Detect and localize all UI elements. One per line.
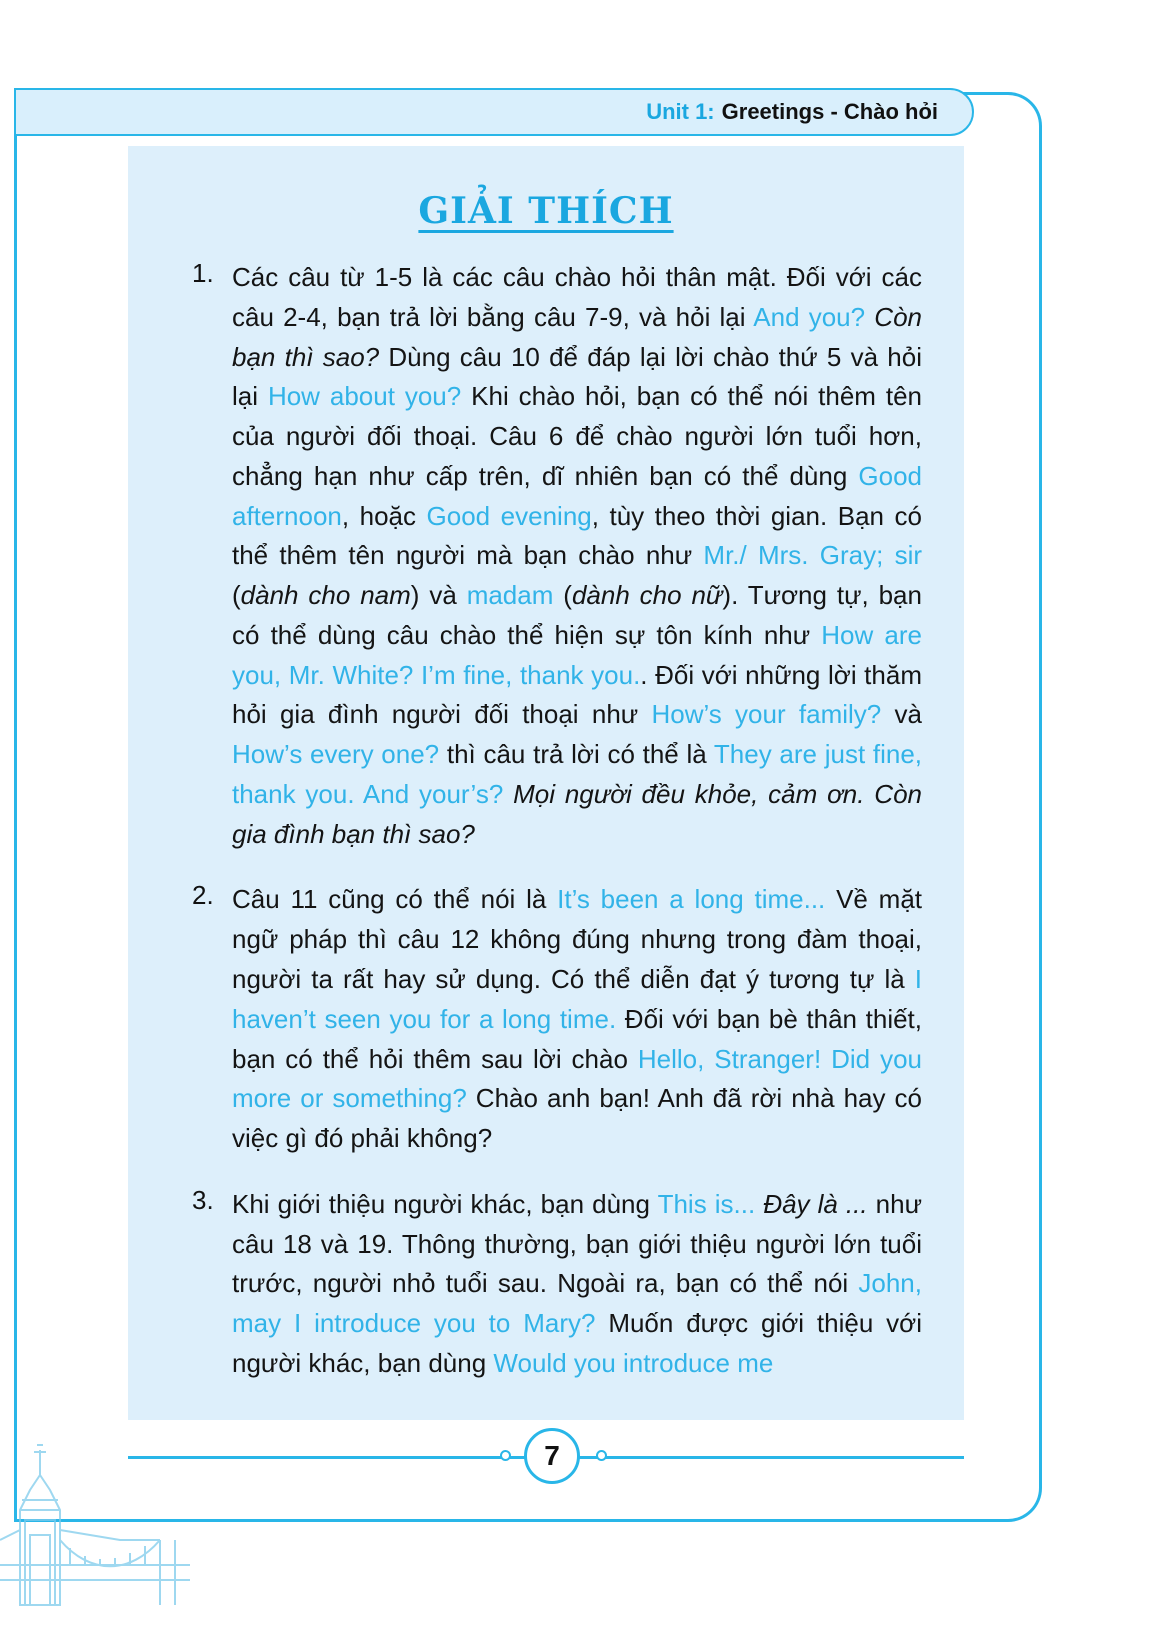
vietnamese-text [865,302,874,332]
vietnamese-translation: dành cho nữ [571,580,723,611]
page-number: 7 [524,1428,580,1484]
vietnamese-text: và [881,699,922,730]
english-phrase: And you? [753,301,866,332]
unit-label: Unit 1: [646,99,715,124]
vietnamese-translation: Đây là ... [763,1188,868,1219]
vietnamese-translation: Còn bạn thì sao? [232,301,922,372]
english-phrase: This is... [657,1188,756,1219]
english-phrase: Mr./ Mrs. Gray; sir [703,540,923,571]
tower-bridge-illustration [0,1390,190,1620]
english-phrase: Hello, Stranger! Did you more or something? [232,1043,922,1114]
vietnamese-text: Đối với bạn bè thân thiết, bạn có thể hỏi thêm sau lời chào [232,1003,923,1074]
explanation-item [170,880,922,1158]
english-phrase: madam [466,580,554,611]
vietnamese-text: ). Tương tự, bạn có thể dùng câu chào thể hiện sự tôn kính như [232,580,922,650]
vietnamese-text: , tùy theo thời gian. Bạn có thể thêm tên người mà bạn chào như [232,500,922,571]
vietnamese-text: Câu 11 cũng có thể nói là [232,884,558,915]
item-number: 1. [192,258,214,288]
english-phrase: Good evening [426,500,592,531]
item-number: 2. [192,880,214,911]
english-phrase: They are just fine, thank you. And your’s? [232,739,923,809]
english-phrase: Would you introduce me [493,1347,774,1378]
explanation-item [170,1185,922,1384]
explanation-item [170,258,922,854]
vietnamese-text: ( [232,580,241,611]
item-paragraph [232,258,922,854]
vietnamese-translation: dành cho nam [240,580,411,611]
vietnamese-text: . Đối với những lời thăm hỏi gia đình người đối thoại như [232,659,922,730]
explanation-list [170,258,922,1384]
vietnamese-text: Về mặt ngữ pháp thì câu 12 không đúng nhưng trong đàm thoại, người ta rất hay sử dụng. Có thể diễn đạt ý tương tự là [232,884,922,995]
vietnamese-text: Muốn được giới thiệu với người khác, bạn dùng [232,1308,922,1378]
vietnamese-text: ( [553,580,572,611]
section-title: GIẢI THÍCH [418,190,674,232]
english-phrase: It’s been a long time... [557,884,826,915]
english-phrase: How are you, Mr. White? I’m fine, thank you. [232,619,922,690]
vietnamese-text: Dùng câu 10 để đáp lại lời chào thứ 5 và hỏi lại [232,341,922,412]
english-phrase: Good afternoon [232,460,922,531]
vietnamese-text: Khi chào hỏi, bạn có thể nói thêm tên của người đối thoại. Câu 6 để chào người lớn tuổi hơn, chẳng hạn như cấp trên, dĩ nhiên bạn có thể dùng [232,381,922,491]
english-phrase: I haven’t seen you for a long time. [232,964,922,1034]
english-phrase: How’s every one? [232,739,440,770]
unit-title: Greetings - Chào hỏi [721,99,938,124]
footer-dot-right [596,1450,607,1461]
vietnamese-text: Các câu từ 1-5 là các câu chào hỏi thân mật. Đối với các câu 2-4, bạn trả lời bằng câu 7-9, và hỏi lại [232,262,922,332]
page-header [14,88,974,136]
item-number: 3. [192,1184,214,1215]
footer-dot-left [500,1450,511,1461]
english-phrase: How about you? [267,381,462,412]
vietnamese-text: , hoặc [341,500,427,531]
vietnamese-text: Chào anh bạn! Anh đã rời nhà hay có việc gì đó phải không? [232,1083,922,1154]
item-paragraph [232,880,922,1158]
vietnamese-text: như câu 18 và 19. Thông thường, bạn giới thiệu người lớn tuổi trước, người nhỏ tuổi sau. Ngoài ra, bạn có thể nói [232,1188,922,1299]
content-panel [128,146,964,1420]
english-phrase: John, may I introduce you to Mary? [232,1268,922,1339]
vietnamese-text: Khi giới thiệu người khác, bạn dùng [232,1188,658,1219]
vietnamese-text: ) và [410,580,467,611]
vietnamese-text: thì câu trả lời có thể là [439,739,714,770]
vietnamese-text [503,779,513,809]
english-phrase: How’s your family? [651,699,882,730]
item-paragraph [232,1185,922,1384]
vietnamese-translation: Mọi người đều khỏe, cảm ơn. Còn gia đình bạn thì sao? [232,778,922,849]
